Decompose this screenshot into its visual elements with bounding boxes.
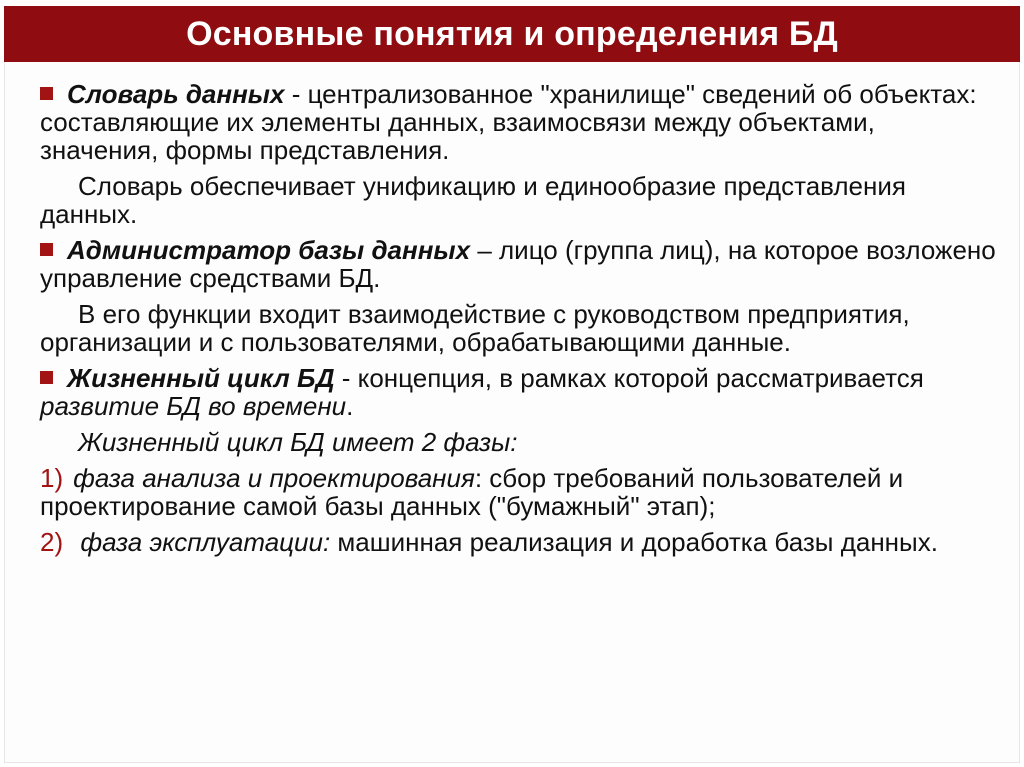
definition-text: – лицо (группа лиц), на которое возложено управление средствами БД.	[40, 235, 996, 293]
phase-description: : сбор требований пользователей и проектирование самой базы данных ("бумажный" этап);	[40, 463, 904, 521]
paragraph-data-dictionary	[40, 80, 1000, 164]
paragraph-dictionary-purpose: Словарь обеспечивает унификацию и единообразие представления данных.	[40, 171, 906, 229]
phase-item-2	[40, 528, 1000, 556]
paragraph-lifecycle	[40, 364, 1000, 420]
phase-description: машинная реализация и доработка базы данных.	[330, 527, 938, 557]
phase-name: фаза анализа и проектирования	[73, 463, 475, 493]
paragraph-lifecycle-phases: Жизненный цикл БД имеет 2 фазы:	[78, 427, 518, 457]
slide-content	[40, 80, 1000, 564]
phase-number: 2)	[40, 527, 64, 557]
sentence-end: .	[346, 391, 354, 421]
paragraph-dba	[40, 236, 1000, 292]
phase-number: 1)	[40, 463, 64, 493]
square-bullet-icon	[40, 87, 53, 100]
square-bullet-icon	[40, 243, 53, 256]
term-data-dictionary: Словарь данных	[67, 79, 285, 109]
definition-text: - концепция, в рамках которой рассматривается	[334, 363, 924, 393]
phase-item-1	[40, 464, 1000, 520]
slide-title: Основные понятия и определения БД	[186, 14, 838, 53]
square-bullet-icon	[40, 371, 53, 384]
paragraph-dba-functions: В его функции входит взаимодействие с руководством предприятия, организации и с пользователями, обрабатывающими данные.	[40, 299, 910, 357]
phase-name: фаза эксплуатации:	[73, 527, 331, 557]
definition-text: - централизованное "хранилище" сведений об объектах: составляющие их элементы данных, взаимосвязи между объектами, значения, формы представления.	[40, 79, 977, 165]
term-lifecycle: Жизненный цикл БД	[67, 363, 335, 393]
term-dba: Администратор базы данных	[67, 235, 471, 265]
title-bar	[4, 6, 1020, 62]
italic-phrase: развитие БД во времени	[40, 391, 347, 421]
